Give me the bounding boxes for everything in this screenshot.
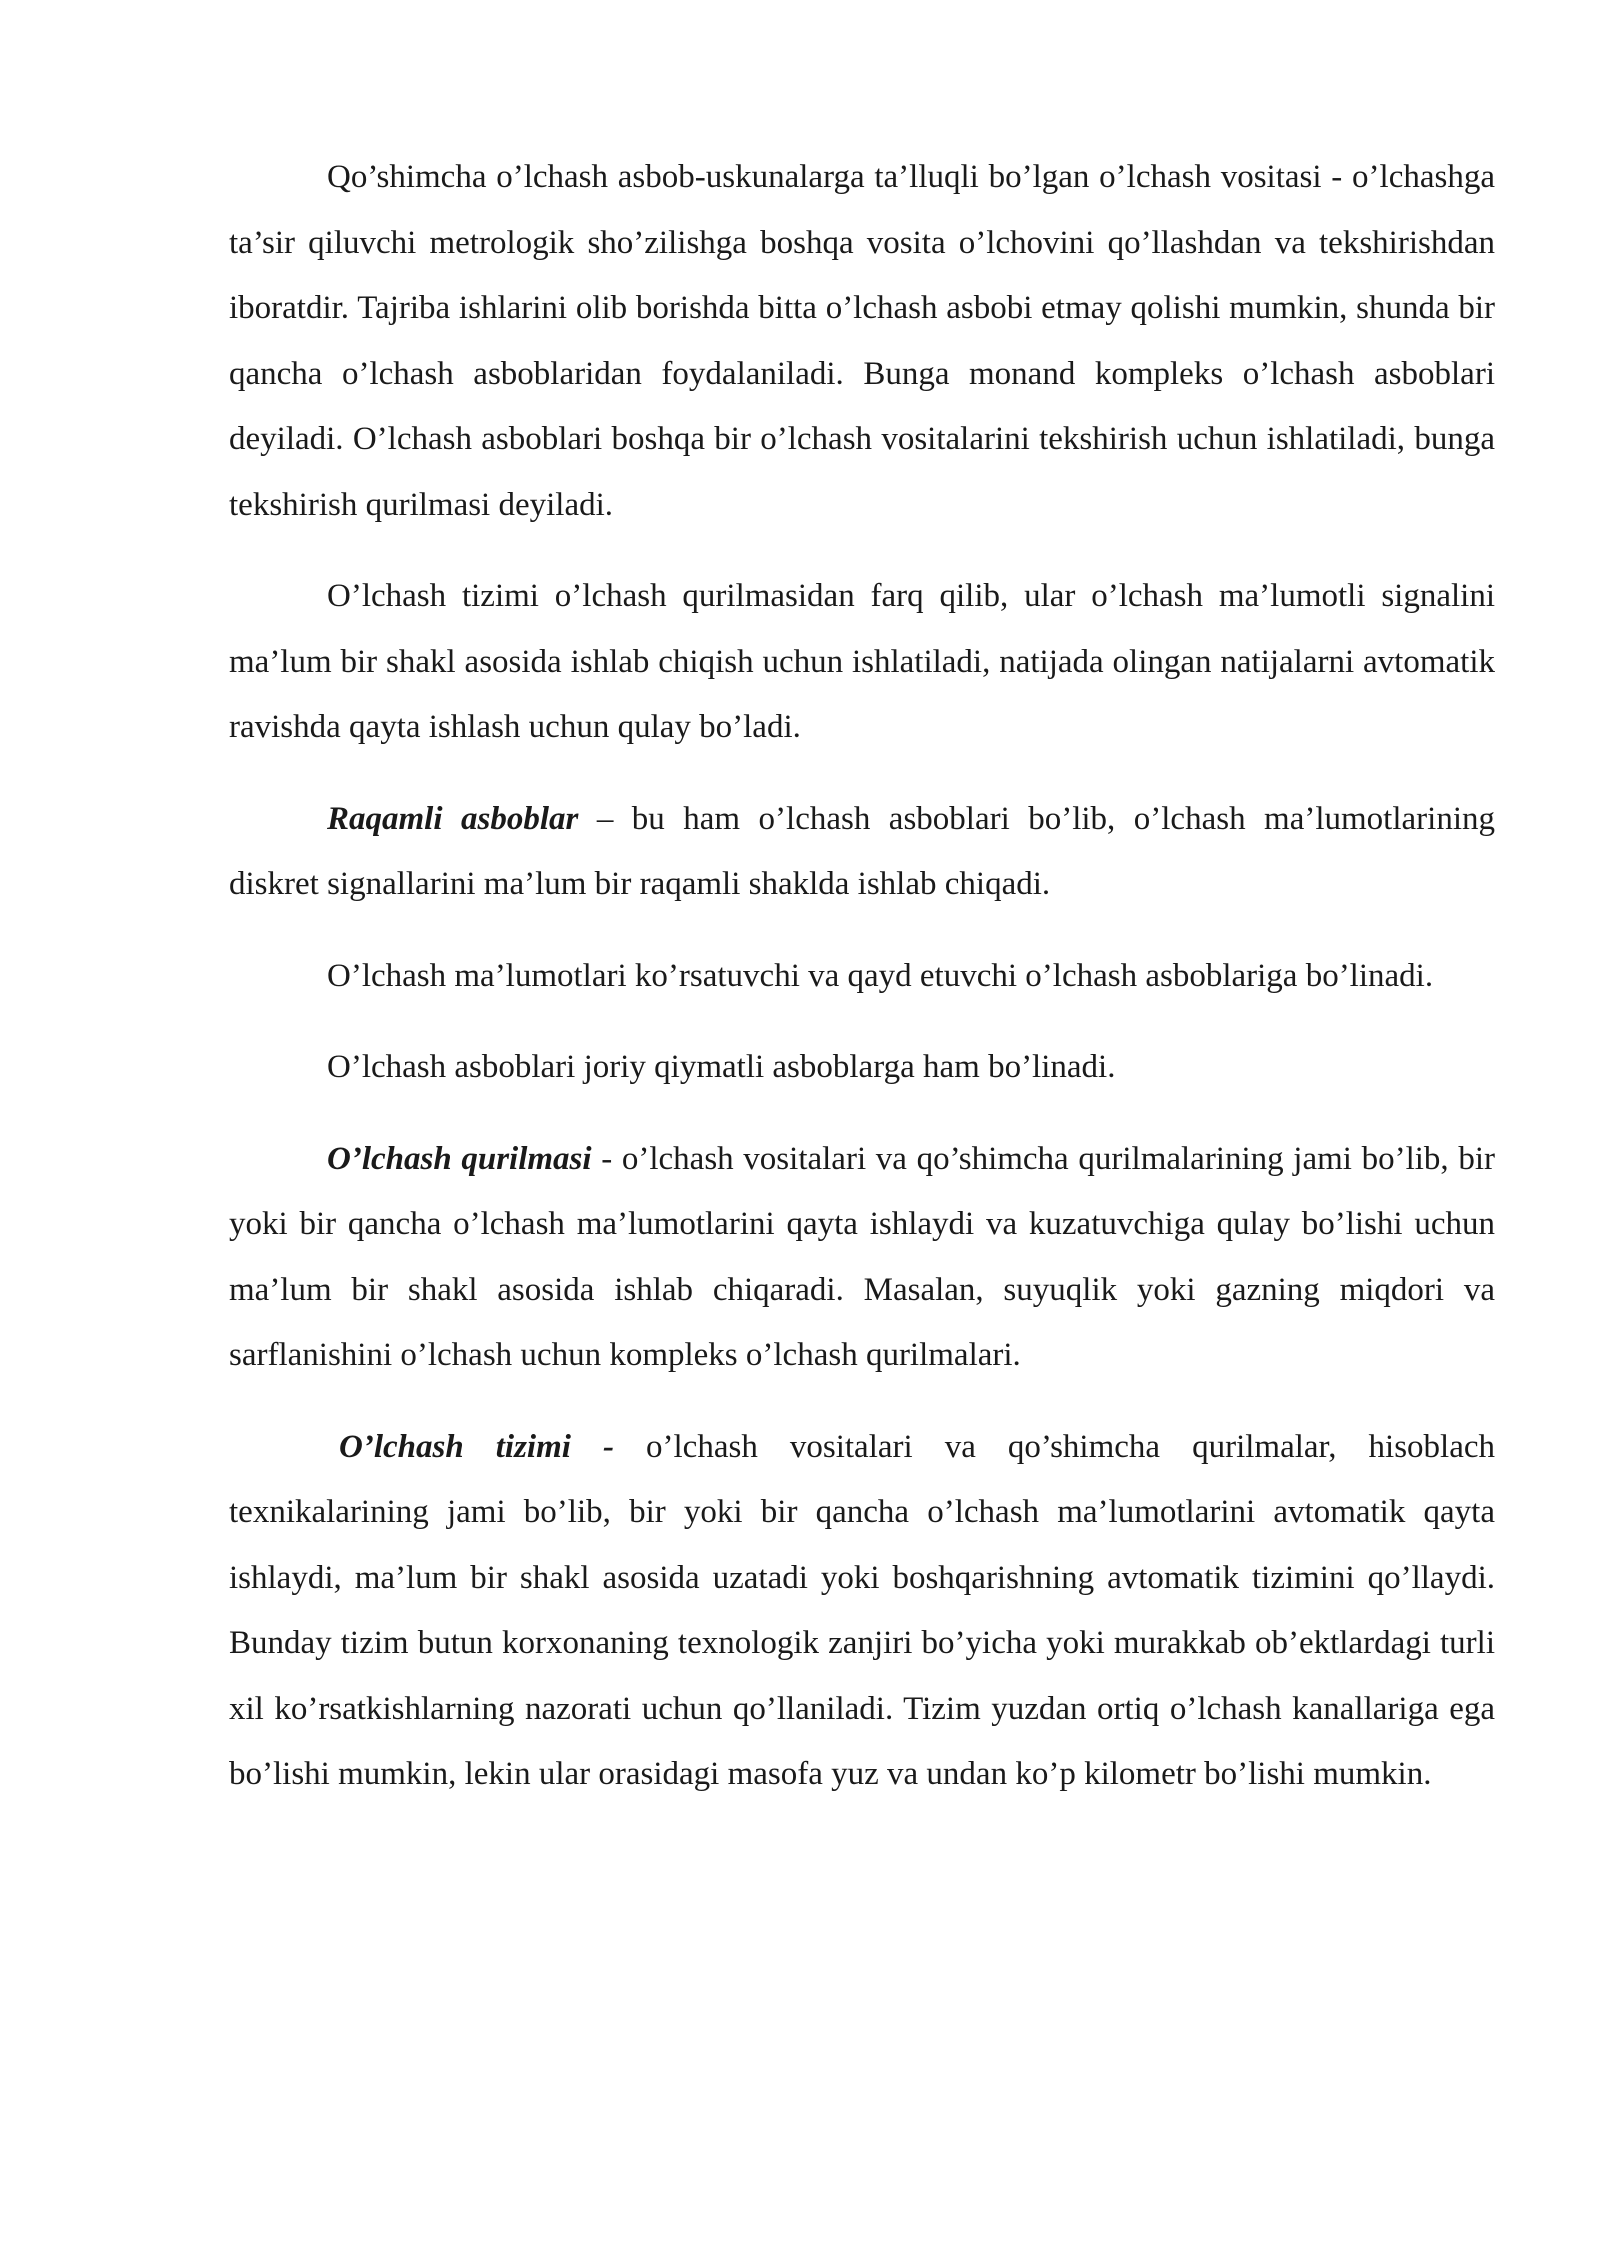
paragraph-7-text: o’lchash vositalari va qo’shimcha qurilmalar, hisoblach texnikalarining jami bo’lib, bir yoki bir qancha o’lchash ma’lumotlarini avtomatik qayta ishlaydi, ma’lum bir shakl asosida uzatadi yoki boshqarishning avtomatik tizimini qo’llaydi. Bunday tizim butun korxonaning texnologik zanjiri bo’yicha yoki murakkab ob’ektlardagi turli xil ko’rsatkishlarning nazorati uchun qo’llaniladi. Tizim yuzdan ortiq o’lchash kanallariga ega bo’lishi mumkin, lekin ular orasidagi masofa yuz va undan ko’p kilometr bo’lishi mumkin. (229, 1428, 1496, 1792)
paragraph-6 (229, 1127, 1495, 1389)
paragraph-4-text: O’lchash ma’lumotlari ko’rsatuvchi va qayd etuvchi o’lchash asboblariga bo’linadi. (327, 957, 1434, 994)
paragraph-4 (229, 944, 1495, 1010)
term-olchash-qurilmasi: O’lchash qurilmasi (327, 1140, 592, 1177)
paragraph-3-text: – bu ham o’lchash asboblari bo’lib, o’lchash ma’lumotlarining diskret signallarini ma’lum bir raqamli shaklda ishlab chiqadi. (229, 800, 1495, 902)
paragraph-1 (229, 145, 1495, 538)
paragraph-6-text: - o’lchash vositalari va qo’shimcha qurilmalarining jami bo’lib, bir yoki bir qancha o’lchash ma’lumotlarini qayta ishlaydi va kuzatuvchiga qulay bo’lishi uchun ma’lum bir shakl asosida ishlab chiqaradi. Masalan, suyuqlik yoki gazning miqdori va sarflanishini o’lchash uchun kompleks o’lchash qurilmalari. (229, 1140, 1495, 1373)
term-olchash-tizimi: O’lchash tizimi - (339, 1428, 614, 1465)
paragraph-7 (229, 1415, 1495, 1808)
paragraph-2-text: O’lchash tizimi o’lchash qurilmasidan farq qilib, ular o’lchash ma’lumotli signalini ma’lum bir shakl asosida ishlab chiqish uchun ishlatiladi, natijada olingan natijalarni avtomatik ravishda qayta ishlash uchun qulay bo’ladi. (229, 578, 1495, 745)
paragraph-5 (229, 1035, 1495, 1101)
paragraph-2 (229, 564, 1495, 761)
term-raqamli-asboblar: Raqamli asboblar (327, 800, 579, 837)
document-page (229, 145, 1495, 1834)
paragraph-1-text: Qo’shimcha o’lchash asbob-uskunalarga ta’lluqli bo’lgan o’lchash vositasi - o’lchashga ta’sir qiluvchi metrologik sho’zilishga boshqa vosita o’lchovini qo’llashdan va tekshirishdan iboratdir. Tajriba ishlarini olib borishda bitta o’lchash asbobi etmay qolishi mumkin, shunda bir qancha o’lchash asboblaridan foydalaniladi. Bunga monand kompleks o’lchash asboblari deyiladi. O’lchash asboblari boshqa bir o’lchash vositalarini tekshirish uchun ishlatiladi, bunga tekshirish qurilmasi deyiladi. (229, 159, 1495, 523)
paragraph-3 (229, 787, 1495, 918)
paragraph-5-text: O’lchash asboblari joriy qiymatli asboblarga ham bo’linadi. (327, 1049, 1116, 1085)
